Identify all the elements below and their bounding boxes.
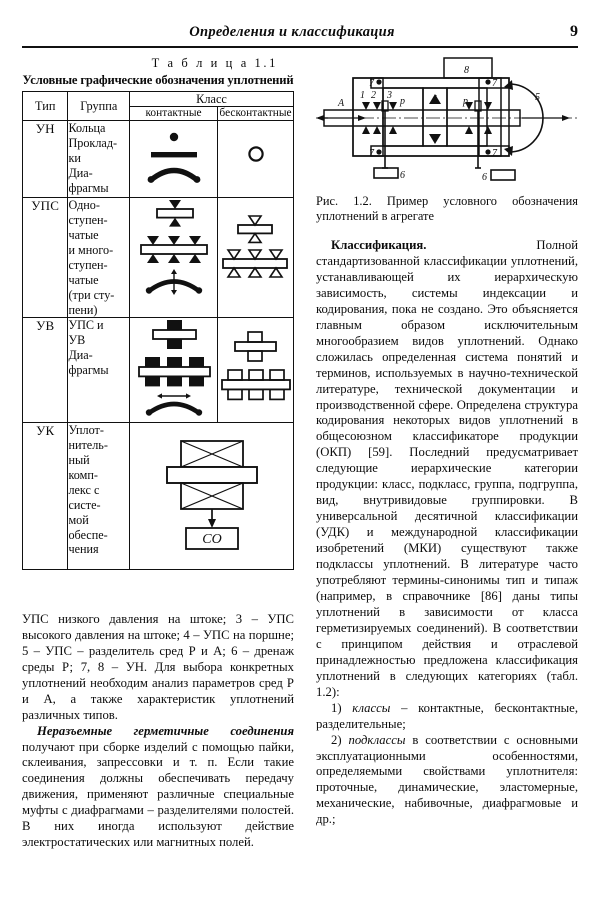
cell-type-un: УН [23,121,68,198]
col-header-contact: контактные [130,107,218,121]
group-line: фрагмы [68,180,109,195]
classification-body: Полной стандартизованной классификации уплотнений, устанавливающей их иерархическую зависимость, системы индексации и кодирования, пока не создано. Это объясняется главным образом исключительным многообразием видов уплотнений. Однако сложилась определенная система понятий и терминов, используемых в научно-технической литературе, технической документации и производственной сфере. Определена структура кодирования некоторых видов уплотнений в общесоюзном классификаторе продукции (ОКП) [59]. Последний предусматривает следующие иерархические категории продукции: класс, подкласс, группа, подгруппа, вид, внутривидовые группировки. В универсальной десятичной классификации (УДК) и международной классификации изобретений (МКИ) существуют также подклассы уплотнений. В литературе часто употребляют термины-синонимы тип и типаж (например, в справочнике [86] даны типы уплотнений в зависимости от класса герметизируемых соединений). В соответствии с принципом действия и отраслевой принадлежностью предложена классификация уплотнений в следующих категориях (табл. 1.2): [316,238,578,699]
list-item-1-term: классы [352,700,391,715]
drain-right [475,111,481,168]
running-head-title: Определения и классификация [189,24,395,40]
group-line: Одно- [68,198,100,213]
cell-type-uv: УВ [23,318,68,423]
label-7-tr: 7 [492,78,497,89]
left-column-text [22,612,294,851]
label-1: 1 [360,90,365,101]
group-line: систе- [68,497,101,512]
group-line: Диа- [68,348,93,363]
list-item-1-number: 1) [331,700,353,715]
figure-1-2 [316,56,578,186]
running-head [22,24,578,48]
symbol-block-seal-noncontact [219,318,293,422]
left-column [22,56,294,570]
drain-vessel-right [491,170,515,180]
group-line: ступен- [68,257,108,272]
table-row [23,198,294,318]
group-line: (три сту- [68,287,115,302]
so-module-label: СО [201,532,222,548]
cell-group-uk [68,423,130,570]
label-7-bl: 7 [369,148,374,159]
arrow-left-motion [316,115,366,121]
group-line: ки [68,151,81,166]
symbol-ring-noncontact [219,121,293,197]
cell-group-ups [68,198,130,318]
actuator-seal-schematic [316,56,578,186]
group-line: фрагмы [68,363,109,378]
cell-group-uv [68,318,130,423]
table-number-label: Т а б л и ц а 1.1 [151,56,278,70]
label-6-right: 6 [482,172,487,183]
group-line: обеспе- [68,527,108,542]
cell-noncontact-un [218,121,294,198]
irremovable-joints-body: получают при сборке изделий с помощью пайки, склеивания, запрессовки и т. п. Если такие соединения должны обеспечивать передачу движения, применяют различные специальные муфты с диафрагмами – разделителями полостей. В них иногда используют действие электростатических или магнитных полей. [22,739,294,850]
group-line: и много- [68,243,114,258]
symbol-block-seal-contact [131,318,217,422]
symbol-stage-seal-noncontact [219,198,293,302]
classification-section-lead: Классификация. [331,238,427,252]
page-number: 9 [570,23,578,40]
group-line: Уплот- [68,423,104,438]
group-line: комп- [68,468,98,483]
group-line: УПС и [68,318,104,333]
header-rule [22,46,578,48]
label-8: 8 [464,65,469,76]
col-header-class: Класс [130,92,294,107]
drain-vessel-left [374,168,398,178]
list-item-2-number: 2) [331,732,349,747]
node-7-bottom-left [376,149,381,154]
label-7-tl: 7 [369,78,374,89]
list-item-2 [316,733,578,829]
symbol-stage-seal-contact [131,198,217,302]
cell-type-uk: УК [23,423,68,570]
label-4: 4 [432,94,437,105]
label-6-left: 6 [400,170,405,181]
group-line: лекс с [68,482,100,497]
seal-symbols-table [22,91,294,570]
table-head [23,92,294,121]
group-line: нитель- [68,438,108,453]
right-end-cap [479,78,509,156]
group-line: мой [68,512,89,527]
label-p-left: p [400,96,405,107]
symbol-seal-complex-with-support-system [131,423,293,569]
right-column [316,56,578,224]
group-line: Кольца [68,121,106,136]
group-line: пени) [68,302,98,317]
classification-paragraph [316,238,578,701]
group-line: чения [68,542,99,557]
table-body [23,121,294,570]
node-7-bottom-right [485,149,490,154]
arrow-right-motion [522,115,570,121]
group-line: Проклад- [68,136,118,151]
group-line: чатые [68,272,99,287]
list-item-1 [316,701,578,733]
group-line: ступен- [68,213,108,228]
list-item-1-rest: – контактные, бесконтактные, разделительные; [316,700,578,731]
group-line: Диа- [68,166,93,181]
node-7-top-right [485,79,490,84]
cell-type-ups: УПС [23,198,68,318]
irremovable-joints-lead: Неразъемные герметичные соединения [37,723,294,738]
label-port-a: A [338,98,345,109]
list-item-2-term: подклассы [348,732,406,747]
cell-noncontact-uv [218,318,294,423]
label-5: 5 [535,92,540,103]
label-7-br: 7 [492,148,497,159]
table-row [23,423,294,570]
label-3: 3 [387,90,392,101]
cell-contact-uv [130,318,218,423]
table-row [23,318,294,423]
left-end-cap [353,78,383,156]
group-line: чатые [68,228,99,243]
figure-caption: Рис. 1.2. Пример условного обозначения уплотнений в агрегате [316,194,578,223]
legend-continuation-paragraph: УПС низкого давления на штоке; 3 – УПС высокого давления на штоке; 4 – УПС на поршне; 5 – УПС – разделитель сред Р и А; 6 – дренаж среды Р; 7, 8 – УН. Для выбора конкретных уплотнений необходим анализ параметров сред Р и А, а также характеристик уплотнений различных типов. [22,612,294,722]
col-header-group: Группа [68,92,130,121]
list-item-2-rest: в соответствии с основными эксплуатационными особенностями, определяемыми свойствами уплотнителя: проточные, динамические, эластомерные, механические, набивочные, диафрагмовые и др.; [316,732,578,827]
cell-contact-un [130,121,218,198]
label-2: 2 [371,90,376,101]
cell-contact-ups [130,198,218,318]
seal-triangles-left [362,101,397,134]
symbol-ring-gasket-diaphragm-contact [131,121,217,197]
label-p-right: p [463,96,468,107]
right-column-text [316,238,578,828]
table-row [23,121,294,198]
cell-group-un [68,121,130,198]
node-7-top-left [376,79,381,84]
group-line: ный [68,453,90,468]
col-header-type: Тип [23,92,68,121]
col-header-noncontact: бесконтактные [219,107,292,120]
table-title: Условные графические обозначения уплотнений [22,73,294,87]
table-head-row-1 [23,92,294,107]
cell-contact-uk [130,423,294,570]
cell-noncontact-ups [218,198,294,318]
irremovable-joints-paragraph [22,724,294,852]
group-line: УВ [68,333,86,348]
